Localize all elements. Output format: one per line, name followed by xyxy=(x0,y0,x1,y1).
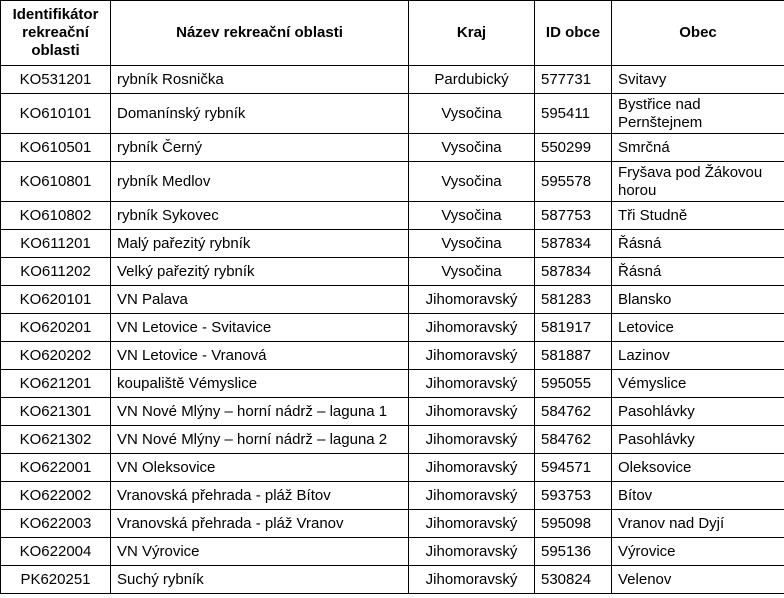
cell-name: VN Nové Mlýny – horní nádrž – laguna 2 xyxy=(111,426,409,454)
table-row xyxy=(1,286,784,314)
cell-region: Jihomoravský xyxy=(409,398,535,426)
table-row xyxy=(1,538,784,566)
cell-city: Vémyslice xyxy=(612,370,784,398)
cell-code: 594571 xyxy=(535,454,612,482)
cell-city: Svitavy xyxy=(612,66,784,94)
cell-region: Vysočina xyxy=(409,94,535,134)
cell-city: Výrovice xyxy=(612,538,784,566)
cell-city: Blansko xyxy=(612,286,784,314)
cell-code: 581887 xyxy=(535,342,612,370)
cell-code: 593753 xyxy=(535,482,612,510)
cell-id: KO611201 xyxy=(1,230,111,258)
cell-name: rybník Černý xyxy=(111,134,409,162)
cell-id: KO620202 xyxy=(1,342,111,370)
cell-name: rybník Sykovec xyxy=(111,202,409,230)
cell-id: KO611202 xyxy=(1,258,111,286)
header-region: Kraj xyxy=(409,1,535,66)
cell-code: 587834 xyxy=(535,230,612,258)
cell-id: KO622004 xyxy=(1,538,111,566)
cell-id: KO620101 xyxy=(1,286,111,314)
cell-id: KO610501 xyxy=(1,134,111,162)
cell-region: Jihomoravský xyxy=(409,510,535,538)
cell-region: Jihomoravský xyxy=(409,370,535,398)
cell-name: VN Nové Mlýny – horní nádrž – laguna 1 xyxy=(111,398,409,426)
cell-region: Jihomoravský xyxy=(409,482,535,510)
cell-id: KO621201 xyxy=(1,370,111,398)
cell-name: VN Letovice - Vranová xyxy=(111,342,409,370)
cell-code: 550299 xyxy=(535,134,612,162)
cell-name: Vranovská přehrada - pláž Bítov xyxy=(111,482,409,510)
cell-code: 584762 xyxy=(535,398,612,426)
cell-name: rybník Medlov xyxy=(111,162,409,202)
cell-city: Pasohlávky xyxy=(612,426,784,454)
cell-name: Suchý rybník xyxy=(111,566,409,594)
cell-region: Jihomoravský xyxy=(409,566,535,594)
cell-city: Oleksovice xyxy=(612,454,784,482)
cell-city: Bystřice nad Pernštejnem xyxy=(612,94,784,134)
cell-city: Fryšava pod Žákovou horou xyxy=(612,162,784,202)
cell-region: Vysočina xyxy=(409,162,535,202)
table-row xyxy=(1,454,784,482)
cell-name: Velký pařezitý rybník xyxy=(111,258,409,286)
cell-code: 595055 xyxy=(535,370,612,398)
cell-region: Pardubický xyxy=(409,66,535,94)
cell-name: Domanínský rybník xyxy=(111,94,409,134)
table-row xyxy=(1,342,784,370)
table-row xyxy=(1,314,784,342)
cell-city: Tři Studně xyxy=(612,202,784,230)
cell-code: 587753 xyxy=(535,202,612,230)
header-name: Název rekreační oblasti xyxy=(111,1,409,66)
table-row xyxy=(1,258,784,286)
header-code: ID obce xyxy=(535,1,612,66)
cell-name: Malý pařezitý rybník xyxy=(111,230,409,258)
cell-city: Letovice xyxy=(612,314,784,342)
table-row xyxy=(1,426,784,454)
cell-city: Bítov xyxy=(612,482,784,510)
cell-id: KO610801 xyxy=(1,162,111,202)
cell-region: Vysočina xyxy=(409,258,535,286)
table-row xyxy=(1,370,784,398)
cell-region: Jihomoravský xyxy=(409,286,535,314)
cell-city: Lazinov xyxy=(612,342,784,370)
table-row xyxy=(1,94,784,134)
cell-id: PK620251 xyxy=(1,566,111,594)
table-row xyxy=(1,566,784,594)
cell-region: Jihomoravský xyxy=(409,426,535,454)
cell-code: 584762 xyxy=(535,426,612,454)
cell-code: 595136 xyxy=(535,538,612,566)
table-row xyxy=(1,162,784,202)
cell-name: VN Palava xyxy=(111,286,409,314)
cell-code: 577731 xyxy=(535,66,612,94)
cell-id: KO622001 xyxy=(1,454,111,482)
cell-name: VN Výrovice xyxy=(111,538,409,566)
cell-code: 595098 xyxy=(535,510,612,538)
cell-region: Vysočina xyxy=(409,134,535,162)
header-id: Identifikátor rekreační oblasti xyxy=(1,1,111,66)
cell-region: Jihomoravský xyxy=(409,342,535,370)
cell-code: 587834 xyxy=(535,258,612,286)
cell-code: 595411 xyxy=(535,94,612,134)
cell-region: Jihomoravský xyxy=(409,454,535,482)
cell-city: Velenov xyxy=(612,566,784,594)
table-body xyxy=(1,66,784,594)
table-row xyxy=(1,202,784,230)
cell-city: Vranov nad Dyjí xyxy=(612,510,784,538)
cell-city: Řásná xyxy=(612,258,784,286)
cell-city: Řásná xyxy=(612,230,784,258)
cell-id: KO622003 xyxy=(1,510,111,538)
cell-code: 530824 xyxy=(535,566,612,594)
cell-name: VN Letovice - Svitavice xyxy=(111,314,409,342)
cell-code: 581283 xyxy=(535,286,612,314)
cell-region: Jihomoravský xyxy=(409,538,535,566)
cell-name: VN Oleksovice xyxy=(111,454,409,482)
cell-name: koupaliště Vémyslice xyxy=(111,370,409,398)
cell-id: KO621302 xyxy=(1,426,111,454)
cell-code: 595578 xyxy=(535,162,612,202)
cell-region: Vysočina xyxy=(409,230,535,258)
cell-city: Pasohlávky xyxy=(612,398,784,426)
cell-city: Smrčná xyxy=(612,134,784,162)
table-row xyxy=(1,230,784,258)
table-row xyxy=(1,510,784,538)
cell-id: KO531201 xyxy=(1,66,111,94)
cell-id: KO610802 xyxy=(1,202,111,230)
table-row xyxy=(1,482,784,510)
cell-name: rybník Rosnička xyxy=(111,66,409,94)
cell-id: KO621301 xyxy=(1,398,111,426)
header-row xyxy=(1,1,784,66)
cell-region: Vysočina xyxy=(409,202,535,230)
table-row xyxy=(1,66,784,94)
header-city: Obec xyxy=(612,1,784,66)
cell-id: KO620201 xyxy=(1,314,111,342)
cell-id: KO622002 xyxy=(1,482,111,510)
cell-name: Vranovská přehrada - pláž Vranov xyxy=(111,510,409,538)
table-row xyxy=(1,398,784,426)
cell-region: Jihomoravský xyxy=(409,314,535,342)
table-row xyxy=(1,134,784,162)
cell-code: 581917 xyxy=(535,314,612,342)
cell-id: KO610101 xyxy=(1,94,111,134)
